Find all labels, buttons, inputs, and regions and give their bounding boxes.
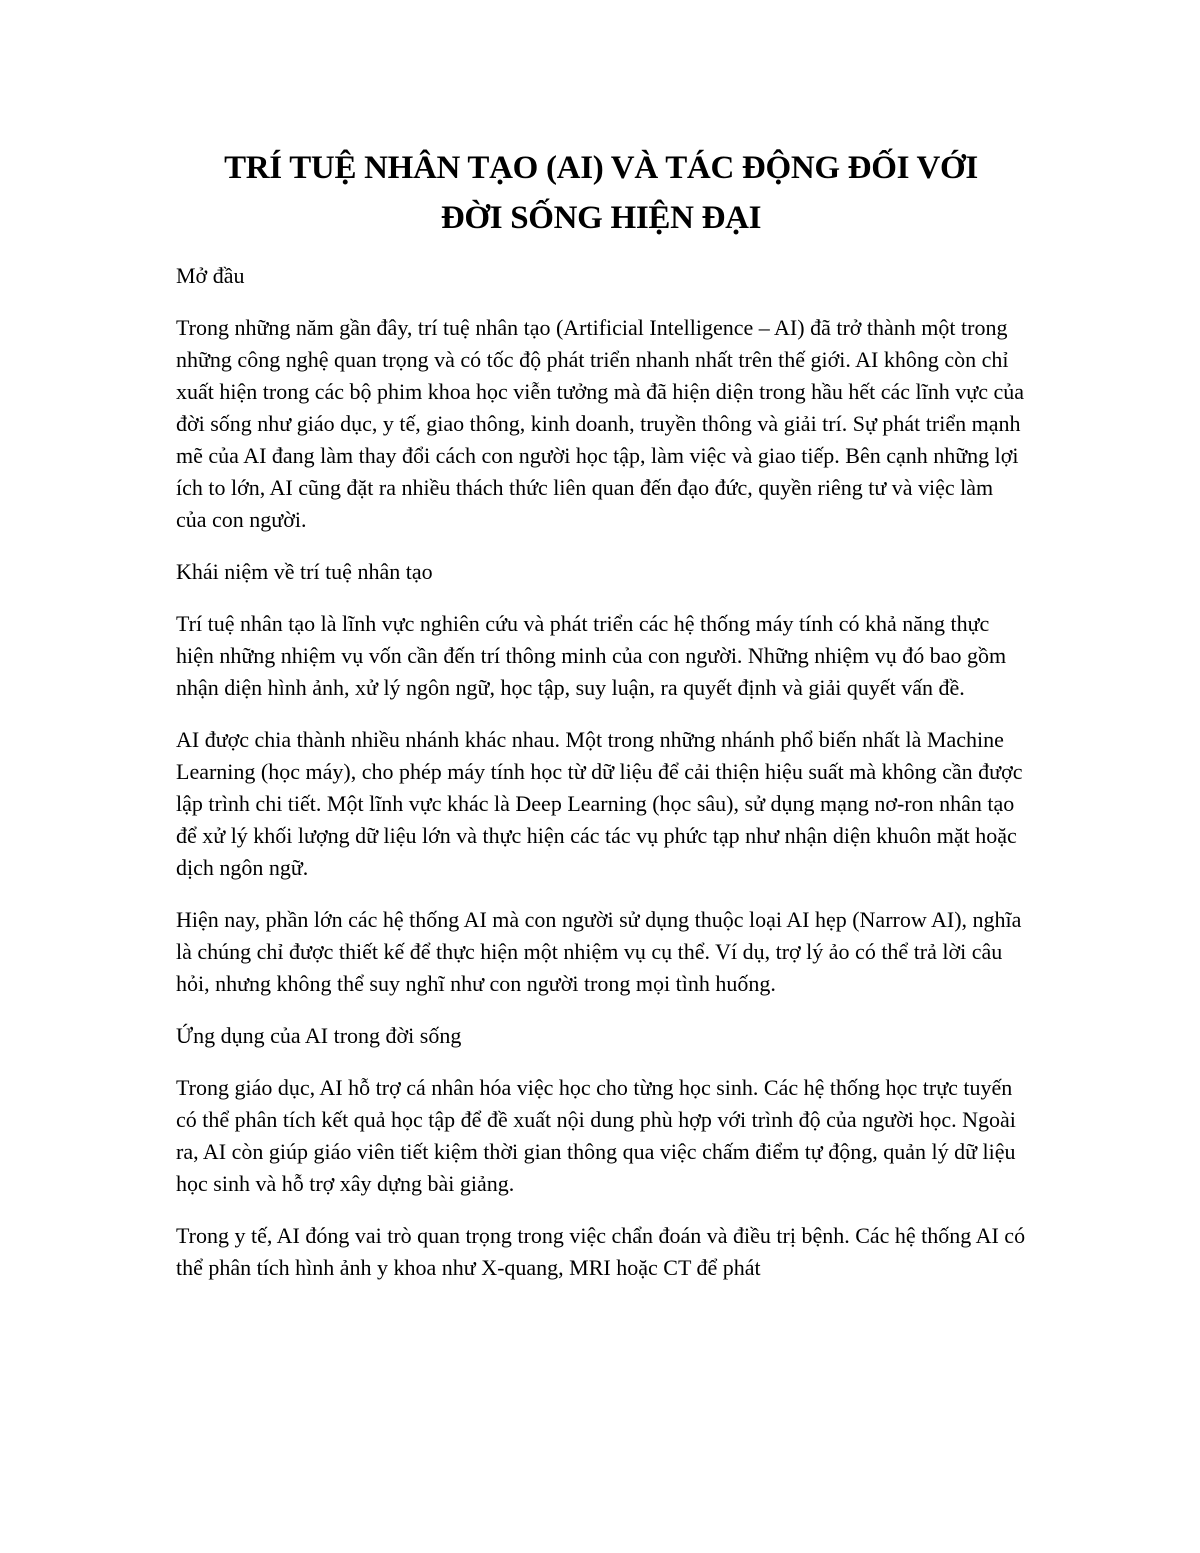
title-line-1: TRÍ TUỆ NHÂN TẠO (AI) VÀ TÁC ĐỘNG ĐỐI VỚI (224, 150, 978, 186)
paragraph-applications-2: Trong y tế, AI đóng vai trò quan trọng trong việc chẩn đoán và điều trị bệnh. Các hệ thống AI có thể phân tích hình ảnh y khoa như X-quang, MRI hoặc CT để phát (176, 1223, 1026, 1280)
paragraph-intro: Trong những năm gần đây, trí tuệ nhân tạo (Artificial Intelligence – AI) đã trở thành một trong những công nghệ quan trọng và có tốc độ phát triển nhanh nhất trên thế giới. AI không còn chỉ xuất hiện trong các bộ phim khoa học viễn tưởng mà đã hiện diện trong hầu hết các lĩnh vực của đời sống như giáo dục, y tế, giao thông, kinh doanh, truyền thông và giải trí. Sự phát triển mạnh mẽ của AI đang làm thay đổi cách con người học tập, làm việc và giao tiếp. Bên cạnh những lợi ích to lớn, AI cũng đặt ra nhiều thách thức liên quan đến đạo đức, quyền riêng tư và việc làm của con người. (176, 315, 1024, 532)
paragraph-concept-1: Trí tuệ nhân tạo là lĩnh vực nghiên cứu và phát triển các hệ thống máy tính có khả năng thực hiện những nhiệm vụ vốn cần đến trí thông minh của con người. Những nhiệm vụ đó bao gồm nhận diện hình ảnh, xử lý ngôn ngữ, học tập, suy luận, ra quyết định và giải quyết vấn đề. (176, 611, 1007, 700)
document-title (176, 143, 1026, 243)
paragraph-applications-1: Trong giáo dục, AI hỗ trợ cá nhân hóa việc học cho từng học sinh. Các hệ thống học trực tuyến có thể phân tích kết quả học tập để đề xuất nội dung phù hợp với trình độ của người học. Ngoài ra, AI còn giúp giáo viên tiết kiệm thời gian thông qua việc chấm điểm tự động, quản lý dữ liệu học sinh và hỗ trợ xây dựng bài giảng. (176, 1075, 1016, 1196)
section-heading-applications: Ứng dụng của AI trong đời sống (176, 1023, 462, 1048)
document-page (176, 143, 1026, 1284)
paragraph-concept-2: AI được chia thành nhiều nhánh khác nhau. Một trong những nhánh phổ biến nhất là Machine Learning (học máy), cho phép máy tính học từ dữ liệu để cải thiện hiệu suất mà không cần được lập trình chi tiết. Một lĩnh vực khác là Deep Learning (học sâu), sử dụng mạng nơ-ron nhân tạo để xử lý khối lượng dữ liệu lớn và thực hiện các tác vụ phức tạp như nhận diện khuôn mặt hoặc dịch ngôn ngữ. (176, 727, 1023, 880)
section-heading-concept: Khái niệm về trí tuệ nhân tạo (176, 559, 433, 584)
section-heading-intro: Mở đầu (176, 263, 245, 288)
title-line-2: ĐỜI SỐNG HIỆN ĐẠI (440, 200, 762, 236)
paragraph-concept-3: Hiện nay, phần lớn các hệ thống AI mà con người sử dụng thuộc loại AI hẹp (Narrow AI), nghĩa là chúng chỉ được thiết kế để thực hiện một nhiệm vụ cụ thể. Ví dụ, trợ lý ảo có thể trả lời câu hỏi, nhưng không thể suy nghĩ như con người trong mọi tình huống. (176, 907, 1022, 996)
